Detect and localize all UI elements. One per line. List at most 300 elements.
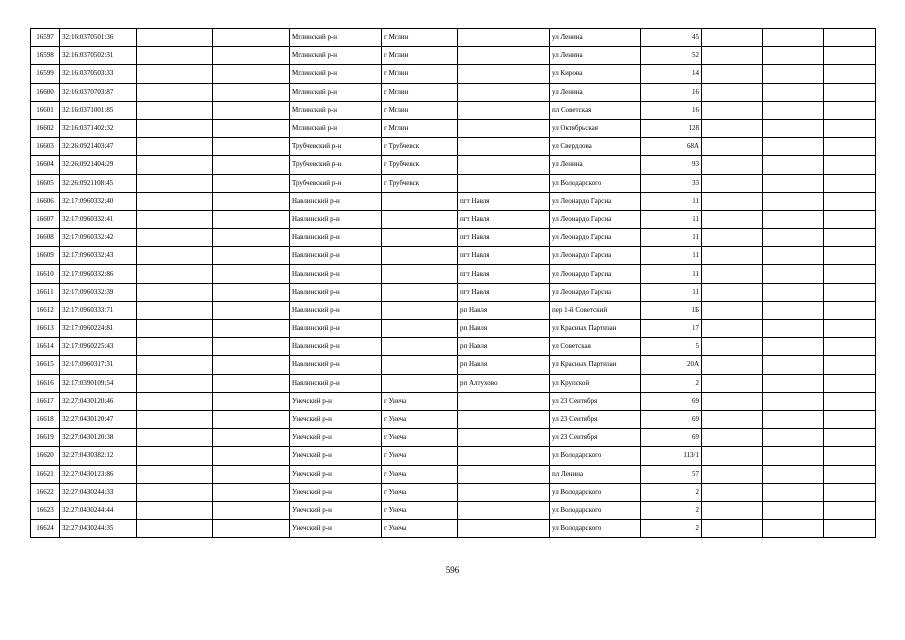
empty-cell-cell bbox=[763, 320, 824, 338]
city-cell: г Мглин bbox=[382, 65, 458, 83]
table-row bbox=[31, 520, 876, 538]
district-cell: Унечский р-н bbox=[290, 447, 382, 465]
city-cell bbox=[382, 356, 458, 374]
city-cell: г Трубчевск bbox=[382, 156, 458, 174]
city-cell bbox=[382, 374, 458, 392]
empty-cell-cell bbox=[763, 283, 824, 301]
city-cell: г Унеча bbox=[382, 520, 458, 538]
district-cell: Навлинский р-н bbox=[290, 301, 382, 319]
empty-cell-cell bbox=[702, 192, 763, 210]
house-number-cell: 11 bbox=[641, 247, 702, 265]
city-cell bbox=[382, 320, 458, 338]
city-cell: г Унеча bbox=[382, 410, 458, 428]
empty-cell-cell bbox=[137, 392, 213, 410]
table-row bbox=[31, 47, 876, 65]
record-number-cell: 16601 bbox=[31, 101, 60, 119]
empty-cell-cell bbox=[824, 101, 876, 119]
settlement-cell: пгт Навля bbox=[458, 283, 550, 301]
city-cell: г Унеча bbox=[382, 501, 458, 519]
city-cell: г Мглин bbox=[382, 101, 458, 119]
empty-cell-cell bbox=[213, 501, 290, 519]
street-cell: ул 23 Сентября bbox=[550, 392, 641, 410]
empty-cell-cell bbox=[702, 156, 763, 174]
settlement-cell bbox=[458, 429, 550, 447]
cadastral-number-cell: 32:17:0390109:54 bbox=[60, 374, 137, 392]
district-cell: Навлинский р-н bbox=[290, 192, 382, 210]
empty-cell-cell bbox=[213, 447, 290, 465]
house-number-cell: 113/1 bbox=[641, 447, 702, 465]
empty-cell-cell bbox=[213, 47, 290, 65]
empty-cell-cell bbox=[763, 156, 824, 174]
page-number: 596 bbox=[445, 565, 460, 575]
table-row bbox=[31, 265, 876, 283]
district-cell: Мглинский р-н bbox=[290, 101, 382, 119]
table-row bbox=[31, 192, 876, 210]
record-number-cell: 16620 bbox=[31, 447, 60, 465]
empty-cell-cell bbox=[702, 101, 763, 119]
empty-cell-cell bbox=[137, 83, 213, 101]
empty-cell-cell bbox=[702, 29, 763, 47]
settlement-cell bbox=[458, 156, 550, 174]
record-number-cell: 16599 bbox=[31, 65, 60, 83]
district-cell: Мглинский р-н bbox=[290, 83, 382, 101]
table-row bbox=[31, 156, 876, 174]
empty-cell-cell bbox=[824, 83, 876, 101]
empty-cell-cell bbox=[137, 192, 213, 210]
district-cell: Навлинский р-н bbox=[290, 283, 382, 301]
table-row bbox=[31, 447, 876, 465]
district-cell: Унечский р-н bbox=[290, 483, 382, 501]
empty-cell-cell bbox=[137, 301, 213, 319]
cadastral-number-cell: 32:27:0430120:47 bbox=[60, 410, 137, 428]
empty-cell-cell bbox=[702, 65, 763, 83]
empty-cell-cell bbox=[702, 392, 763, 410]
table-row bbox=[31, 65, 876, 83]
table-row bbox=[31, 29, 876, 47]
empty-cell-cell bbox=[702, 174, 763, 192]
settlement-cell bbox=[458, 410, 550, 428]
district-cell: Навлинский р-н bbox=[290, 229, 382, 247]
empty-cell-cell bbox=[137, 320, 213, 338]
street-cell: ул Свердлова bbox=[550, 138, 641, 156]
empty-cell-cell bbox=[763, 29, 824, 47]
settlement-cell: рп Навля bbox=[458, 356, 550, 374]
street-cell: пл Советская bbox=[550, 101, 641, 119]
record-number-cell: 16621 bbox=[31, 465, 60, 483]
settlement-cell: рп Навля bbox=[458, 338, 550, 356]
empty-cell-cell bbox=[137, 29, 213, 47]
empty-cell-cell bbox=[213, 247, 290, 265]
cadastral-number-cell: 32:16:0370502:31 bbox=[60, 47, 137, 65]
cadastral-number-cell: 32:17:0960332:86 bbox=[60, 265, 137, 283]
settlement-cell: пгт Навля bbox=[458, 210, 550, 228]
empty-cell-cell bbox=[137, 119, 213, 137]
district-cell: Навлинский р-н bbox=[290, 374, 382, 392]
empty-cell-cell bbox=[763, 520, 824, 538]
district-cell: Унечский р-н bbox=[290, 501, 382, 519]
empty-cell-cell bbox=[763, 83, 824, 101]
table-row bbox=[31, 320, 876, 338]
empty-cell-cell bbox=[702, 338, 763, 356]
empty-cell-cell bbox=[702, 138, 763, 156]
empty-cell-cell bbox=[702, 429, 763, 447]
empty-cell-cell bbox=[824, 501, 876, 519]
empty-cell-cell bbox=[763, 174, 824, 192]
empty-cell-cell bbox=[824, 174, 876, 192]
empty-cell-cell bbox=[824, 429, 876, 447]
empty-cell-cell bbox=[824, 210, 876, 228]
empty-cell-cell bbox=[213, 138, 290, 156]
record-number-cell: 16604 bbox=[31, 156, 60, 174]
empty-cell-cell bbox=[702, 301, 763, 319]
street-cell: ул Леонардо Гарсиа bbox=[550, 192, 641, 210]
street-cell: ул Володарского bbox=[550, 501, 641, 519]
street-cell: ул Володарского bbox=[550, 174, 641, 192]
city-cell: г Трубчевск bbox=[382, 138, 458, 156]
street-cell: ул 23 Сентября bbox=[550, 410, 641, 428]
empty-cell-cell bbox=[137, 520, 213, 538]
district-cell: Унечский р-н bbox=[290, 429, 382, 447]
empty-cell-cell bbox=[763, 447, 824, 465]
empty-cell-cell bbox=[763, 101, 824, 119]
settlement-cell: пгт Навля bbox=[458, 247, 550, 265]
cadastral-number-cell: 32:27:0430123:86 bbox=[60, 465, 137, 483]
record-number-cell: 16624 bbox=[31, 520, 60, 538]
empty-cell-cell bbox=[824, 192, 876, 210]
house-number-cell: 5 bbox=[641, 338, 702, 356]
settlement-cell bbox=[458, 29, 550, 47]
empty-cell-cell bbox=[824, 265, 876, 283]
settlement-cell bbox=[458, 447, 550, 465]
table-row bbox=[31, 229, 876, 247]
table-row bbox=[31, 301, 876, 319]
cadastral-number-cell: 32:17:0960333:71 bbox=[60, 301, 137, 319]
record-number-cell: 16609 bbox=[31, 247, 60, 265]
empty-cell-cell bbox=[763, 265, 824, 283]
city-cell: г Мглин bbox=[382, 83, 458, 101]
cadastral-number-cell: 32:16:0370703:87 bbox=[60, 83, 137, 101]
district-cell: Навлинский р-н bbox=[290, 320, 382, 338]
table-row bbox=[31, 356, 876, 374]
cadastral-number-cell: 32:17:0960332:41 bbox=[60, 210, 137, 228]
table-row bbox=[31, 483, 876, 501]
empty-cell-cell bbox=[763, 429, 824, 447]
empty-cell-cell bbox=[137, 465, 213, 483]
empty-cell-cell bbox=[213, 265, 290, 283]
table-row bbox=[31, 101, 876, 119]
street-cell: ул Леонардо Гарсиа bbox=[550, 229, 641, 247]
cadastral-number-cell: 32:26:0921403:47 bbox=[60, 138, 137, 156]
record-number-cell: 16605 bbox=[31, 174, 60, 192]
street-cell: ул Леонардо Гарсиа bbox=[550, 265, 641, 283]
empty-cell-cell bbox=[824, 447, 876, 465]
record-number-cell: 16606 bbox=[31, 192, 60, 210]
district-cell: Навлинский р-н bbox=[290, 247, 382, 265]
house-number-cell: 33 bbox=[641, 174, 702, 192]
empty-cell-cell bbox=[763, 465, 824, 483]
record-number-cell: 16614 bbox=[31, 338, 60, 356]
cadastral-number-cell: 32:26:0921404:29 bbox=[60, 156, 137, 174]
settlement-cell: рп Навля bbox=[458, 320, 550, 338]
record-number-cell: 16597 bbox=[31, 29, 60, 47]
street-cell: ул Октябрьская bbox=[550, 119, 641, 137]
cadastral-number-cell: 32:16:0370501:36 bbox=[60, 29, 137, 47]
empty-cell-cell bbox=[213, 65, 290, 83]
district-cell: Унечский р-н bbox=[290, 410, 382, 428]
table-row bbox=[31, 174, 876, 192]
empty-cell-cell bbox=[137, 429, 213, 447]
empty-cell-cell bbox=[213, 465, 290, 483]
house-number-cell: 11 bbox=[641, 229, 702, 247]
house-number-cell: 1Б bbox=[641, 301, 702, 319]
settlement-cell bbox=[458, 520, 550, 538]
house-number-cell: 69 bbox=[641, 429, 702, 447]
house-number-cell: 11 bbox=[641, 210, 702, 228]
empty-cell-cell bbox=[137, 156, 213, 174]
house-number-cell: 20А bbox=[641, 356, 702, 374]
empty-cell-cell bbox=[763, 483, 824, 501]
house-number-cell: 45 bbox=[641, 29, 702, 47]
record-number-cell: 16618 bbox=[31, 410, 60, 428]
city-cell: г Унеча bbox=[382, 447, 458, 465]
record-number-cell: 16608 bbox=[31, 229, 60, 247]
table-row bbox=[31, 374, 876, 392]
empty-cell-cell bbox=[213, 338, 290, 356]
settlement-cell bbox=[458, 83, 550, 101]
cadastral-number-cell: 32:17:0960332:43 bbox=[60, 247, 137, 265]
empty-cell-cell bbox=[213, 410, 290, 428]
city-cell bbox=[382, 283, 458, 301]
cadastral-number-cell: 32:27:0430120:46 bbox=[60, 392, 137, 410]
city-cell: г Унеча bbox=[382, 392, 458, 410]
city-cell bbox=[382, 192, 458, 210]
empty-cell-cell bbox=[702, 229, 763, 247]
street-cell: ул Кирова bbox=[550, 65, 641, 83]
city-cell bbox=[382, 210, 458, 228]
table-row bbox=[31, 83, 876, 101]
empty-cell-cell bbox=[824, 119, 876, 137]
empty-cell-cell bbox=[137, 247, 213, 265]
empty-cell-cell bbox=[763, 301, 824, 319]
empty-cell-cell bbox=[702, 210, 763, 228]
cadastral-number-cell: 32:27:0430244:33 bbox=[60, 483, 137, 501]
cadastral-number-cell: 32:17:0960332:42 bbox=[60, 229, 137, 247]
table-row bbox=[31, 283, 876, 301]
record-number-cell: 16613 bbox=[31, 320, 60, 338]
empty-cell-cell bbox=[763, 356, 824, 374]
record-number-cell: 16623 bbox=[31, 501, 60, 519]
empty-cell-cell bbox=[824, 247, 876, 265]
registry-table-body bbox=[31, 29, 876, 538]
empty-cell-cell bbox=[824, 374, 876, 392]
city-cell: г Мглин bbox=[382, 29, 458, 47]
empty-cell-cell bbox=[824, 229, 876, 247]
settlement-cell: рп Алтухово bbox=[458, 374, 550, 392]
record-number-cell: 16611 bbox=[31, 283, 60, 301]
empty-cell-cell bbox=[137, 374, 213, 392]
empty-cell-cell bbox=[763, 210, 824, 228]
table-row bbox=[31, 465, 876, 483]
settlement-cell bbox=[458, 483, 550, 501]
settlement-cell bbox=[458, 174, 550, 192]
city-cell: г Унеча bbox=[382, 465, 458, 483]
house-number-cell: 17 bbox=[641, 320, 702, 338]
empty-cell-cell bbox=[763, 229, 824, 247]
house-number-cell: 69 bbox=[641, 410, 702, 428]
empty-cell-cell bbox=[213, 83, 290, 101]
street-cell: ул Володарского bbox=[550, 447, 641, 465]
house-number-cell: 93 bbox=[641, 156, 702, 174]
empty-cell-cell bbox=[824, 65, 876, 83]
empty-cell-cell bbox=[137, 138, 213, 156]
house-number-cell: 68А bbox=[641, 138, 702, 156]
city-cell bbox=[382, 301, 458, 319]
empty-cell-cell bbox=[213, 283, 290, 301]
record-number-cell: 16619 bbox=[31, 429, 60, 447]
house-number-cell: 16 bbox=[641, 101, 702, 119]
empty-cell-cell bbox=[137, 65, 213, 83]
record-number-cell: 16598 bbox=[31, 47, 60, 65]
empty-cell-cell bbox=[137, 338, 213, 356]
district-cell: Навлинский р-н bbox=[290, 338, 382, 356]
empty-cell-cell bbox=[763, 138, 824, 156]
empty-cell-cell bbox=[702, 320, 763, 338]
street-cell: пер 1-й Советский bbox=[550, 301, 641, 319]
empty-cell-cell bbox=[702, 356, 763, 374]
empty-cell-cell bbox=[213, 29, 290, 47]
empty-cell-cell bbox=[213, 174, 290, 192]
city-cell bbox=[382, 229, 458, 247]
record-number-cell: 16616 bbox=[31, 374, 60, 392]
house-number-cell: 11 bbox=[641, 192, 702, 210]
district-cell: Мглинский р-н bbox=[290, 65, 382, 83]
house-number-cell: 2 bbox=[641, 483, 702, 501]
house-number-cell: 2 bbox=[641, 374, 702, 392]
empty-cell-cell bbox=[824, 138, 876, 156]
empty-cell-cell bbox=[137, 483, 213, 501]
empty-cell-cell bbox=[763, 338, 824, 356]
record-number-cell: 16602 bbox=[31, 119, 60, 137]
district-cell: Трубчевский р-н bbox=[290, 156, 382, 174]
empty-cell-cell bbox=[763, 501, 824, 519]
settlement-cell: пгт Навля bbox=[458, 229, 550, 247]
street-cell: ул 23 Сентября bbox=[550, 429, 641, 447]
street-cell: ул Советская bbox=[550, 338, 641, 356]
empty-cell-cell bbox=[824, 392, 876, 410]
cadastral-number-cell: 32:16:0371402:32 bbox=[60, 119, 137, 137]
street-cell: ул Леонардо Гарсиа bbox=[550, 247, 641, 265]
street-cell: ул Володарского bbox=[550, 483, 641, 501]
record-number-cell: 16622 bbox=[31, 483, 60, 501]
empty-cell-cell bbox=[824, 320, 876, 338]
empty-cell-cell bbox=[824, 465, 876, 483]
settlement-cell: пгт Навля bbox=[458, 265, 550, 283]
empty-cell-cell bbox=[763, 374, 824, 392]
empty-cell-cell bbox=[824, 483, 876, 501]
house-number-cell: 2 bbox=[641, 501, 702, 519]
house-number-cell: 52 bbox=[641, 47, 702, 65]
record-number-cell: 16603 bbox=[31, 138, 60, 156]
empty-cell-cell bbox=[213, 229, 290, 247]
empty-cell-cell bbox=[763, 392, 824, 410]
table-row bbox=[31, 210, 876, 228]
empty-cell-cell bbox=[137, 283, 213, 301]
cadastral-number-cell: 32:17:0960225:43 bbox=[60, 338, 137, 356]
district-cell: Трубчевский р-н bbox=[290, 174, 382, 192]
city-cell: г Мглин bbox=[382, 119, 458, 137]
district-cell: Унечский р-н bbox=[290, 465, 382, 483]
settlement-cell bbox=[458, 101, 550, 119]
empty-cell-cell bbox=[763, 119, 824, 137]
empty-cell-cell bbox=[213, 156, 290, 174]
empty-cell-cell bbox=[213, 392, 290, 410]
empty-cell-cell bbox=[213, 429, 290, 447]
settlement-cell bbox=[458, 501, 550, 519]
empty-cell-cell bbox=[213, 192, 290, 210]
city-cell bbox=[382, 338, 458, 356]
district-cell: Навлинский р-н bbox=[290, 210, 382, 228]
empty-cell-cell bbox=[702, 47, 763, 65]
table-row bbox=[31, 119, 876, 137]
table-row bbox=[31, 501, 876, 519]
cadastral-number-cell: 32:17:0960332:39 bbox=[60, 283, 137, 301]
city-cell: г Мглин bbox=[382, 47, 458, 65]
house-number-cell: 11 bbox=[641, 283, 702, 301]
cadastral-number-cell: 32:27:0430244:35 bbox=[60, 520, 137, 538]
empty-cell-cell bbox=[137, 174, 213, 192]
cadastral-number-cell: 32:17:0960317:31 bbox=[60, 356, 137, 374]
house-number-cell: 69 bbox=[641, 392, 702, 410]
empty-cell-cell bbox=[824, 29, 876, 47]
cadastral-number-cell: 32:27:0430382:12 bbox=[60, 447, 137, 465]
table-row bbox=[31, 429, 876, 447]
house-number-cell: 2 bbox=[641, 520, 702, 538]
record-number-cell: 16610 bbox=[31, 265, 60, 283]
empty-cell-cell bbox=[824, 301, 876, 319]
empty-cell-cell bbox=[702, 501, 763, 519]
empty-cell-cell bbox=[702, 119, 763, 137]
settlement-cell: пгт Навля bbox=[458, 192, 550, 210]
cadastral-number-cell: 32:27:0430244:44 bbox=[60, 501, 137, 519]
empty-cell-cell bbox=[702, 247, 763, 265]
district-cell: Навлинский р-н bbox=[290, 356, 382, 374]
record-number-cell: 16612 bbox=[31, 301, 60, 319]
empty-cell-cell bbox=[702, 447, 763, 465]
settlement-cell bbox=[458, 392, 550, 410]
empty-cell-cell bbox=[763, 65, 824, 83]
empty-cell-cell bbox=[213, 320, 290, 338]
district-cell: Унечский р-н bbox=[290, 520, 382, 538]
street-cell: ул Леонардо Гарсиа bbox=[550, 283, 641, 301]
empty-cell-cell bbox=[137, 229, 213, 247]
empty-cell-cell bbox=[824, 356, 876, 374]
settlement-cell bbox=[458, 47, 550, 65]
city-cell: г Трубчевск bbox=[382, 174, 458, 192]
district-cell: Мглинский р-н bbox=[290, 47, 382, 65]
street-cell: ул Ленина bbox=[550, 47, 641, 65]
street-cell: ул Ленина bbox=[550, 29, 641, 47]
empty-cell-cell bbox=[213, 374, 290, 392]
cadastral-number-cell: 32:17:0960224:81 bbox=[60, 320, 137, 338]
settlement-cell bbox=[458, 138, 550, 156]
empty-cell-cell bbox=[213, 356, 290, 374]
table-row bbox=[31, 138, 876, 156]
house-number-cell: 57 bbox=[641, 465, 702, 483]
cadastral-number-cell: 32:27:0430120:38 bbox=[60, 429, 137, 447]
cadastral-number-cell: 32:16:0370503:33 bbox=[60, 65, 137, 83]
empty-cell-cell bbox=[702, 520, 763, 538]
street-cell: ул Ленина bbox=[550, 83, 641, 101]
